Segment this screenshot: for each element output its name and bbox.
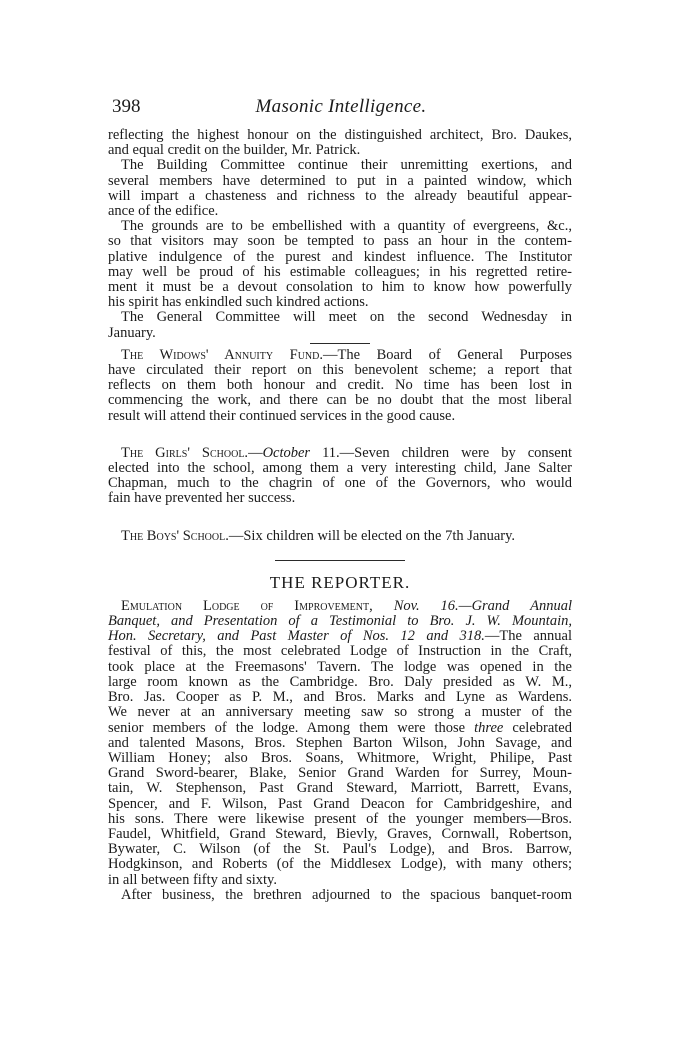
- text-line: Hon. Secretary, and Past Master of Nos. 12 and 318.—The annual: [108, 628, 572, 645]
- text-line: senior members of the lodge. Among them were those three celebrated: [108, 719, 572, 736]
- text-line: will impart a chasteness and richness to the already beautiful appear-: [108, 187, 572, 204]
- section-heading: The Widows' Annuity Fund.: [121, 346, 323, 363]
- text-line: After business, the brethren adjourned to the spacious banquet-room: [121, 886, 572, 903]
- paragraph-architect: [108, 128, 572, 158]
- text-line: The grounds are to be embellished with a quantity of evergreens, &c.,: [121, 218, 572, 235]
- text-line: tain, W. Stephenson, Past Grand Steward, Marriott, Barrett, Evans,: [108, 780, 572, 797]
- section-heading: The Girls' School.: [121, 444, 249, 461]
- text-line: result will attend their continued services in the good cause.: [108, 407, 456, 424]
- running-head: Masonic Intelligence.: [255, 96, 427, 117]
- paragraph-girls-school: [108, 446, 572, 507]
- text-line: elected into the school, among them a very interesting child, Jane Salter: [108, 460, 572, 477]
- text-line: William Honey; also Bros. Soans, Whitmore, Wright, Philipe, Past: [108, 749, 572, 766]
- section-title: THE REPORTER.: [269, 572, 411, 592]
- paragraph-banquet: [108, 888, 572, 903]
- text-line: and equal credit on the builder, Mr. Patrick.: [108, 142, 361, 159]
- text-line: took place at the Freemasons' Tavern. The lodge was opened in the: [108, 658, 572, 675]
- page-body: [108, 128, 572, 903]
- lodge-name: Emulation Lodge of Improvement,: [121, 597, 373, 614]
- text-line: Chapman, much to the chagrin of one of the Governors, who would: [108, 475, 572, 492]
- section-divider: [310, 343, 370, 344]
- text-line: Bywater, C. Wilson (of the St. Paul's Lodge), and Bros. Barrow,: [108, 841, 572, 858]
- text-line: Spencer, and F. Wilson, Past Grand Deacon for Cambridgeshire, and: [108, 795, 572, 812]
- section-heading: The Boys' School.: [121, 527, 229, 544]
- text-line: fain have prevented her success.: [108, 490, 296, 507]
- text-line: January.: [108, 324, 156, 341]
- text-line: ment it must be a devout consolation to him to know how powerfully: [108, 279, 572, 296]
- section-divider: [275, 560, 405, 561]
- page-header: [112, 96, 570, 120]
- paragraph-boys-school: [108, 529, 572, 544]
- text-line: festival of this, the most celebrated Lodge of Instruction in the Craft,: [108, 643, 572, 660]
- text-line: The Widows' Annuity Fund.—The Board of General Purposes: [121, 346, 572, 363]
- text-line: Hodgkinson, and Roberts (of the Middlesex Lodge), with many others;: [108, 856, 572, 873]
- text-line: The General Committee will meet on the second Wednesday in: [121, 309, 572, 326]
- page-number: 398: [112, 96, 141, 117]
- paragraph-widows-fund: [108, 348, 572, 424]
- text-line: The Boys' School.—Six children will be elected on the 7th January.: [121, 527, 516, 544]
- text-line: in all between fifty and sixty.: [108, 871, 277, 888]
- text-line: Banquet, and Presentation of a Testimonial to Bro. J. W. Mountain,: [108, 613, 572, 630]
- text-line: reflects on them both honour and credit. No time has been lost in: [108, 377, 572, 394]
- text-line: Bro. Jas. Cooper as P. M., and Bros. Marks and Lyne as Wardens.: [108, 689, 572, 706]
- paragraph-building-committee: [108, 158, 572, 219]
- text-line: Faudel, Whitfield, Grand Steward, Bievly, Graves, Cornwall, Robertson,: [108, 825, 572, 842]
- text-line: The Building Committee continue their unremitting exertions, and: [121, 157, 572, 174]
- text-line: plative indulgence of the purest and kindest influence. The Institutor: [108, 248, 572, 265]
- text-line: Grand Sword-bearer, Blake, Senior Grand Warden for Surrey, Moun-: [108, 765, 572, 782]
- text-line: ance of the edifice.: [108, 203, 219, 220]
- paragraph-emulation-lodge: [108, 599, 572, 888]
- text-line: and talented Masons, Bros. Stephen Barton Wilson, John Savage, and: [108, 734, 572, 751]
- text-line: have circulated their report on this benevolent scheme; a report that: [108, 362, 572, 379]
- paragraph-general-committee: [108, 310, 572, 340]
- text-line: commencing the work, and there can be no doubt that the most liberal: [108, 392, 572, 409]
- text-line: reflecting the highest honour on the distinguished architect, Bro. Daukes,: [108, 127, 572, 143]
- text-line: several members have determined to put in a painted window, which: [108, 172, 572, 189]
- text-line: so that visitors may soon be tempted to pass an hour in the contem-: [108, 233, 572, 250]
- paragraph-grounds: [108, 219, 572, 310]
- text-line: his sons. There were likewise present of the younger members—Bros.: [108, 810, 572, 827]
- text-line: Emulation Lodge of Improvement, Nov. 16.—Grand Annual: [121, 597, 572, 614]
- text-line: may well be proud of his estimable colleagues; in his regretted retire-: [108, 263, 572, 280]
- text-line: We never at an anniversary meeting saw so strong a muster of the: [108, 704, 572, 721]
- text-line: The Girls' School.—October 11.—Seven children were by consent: [121, 444, 573, 461]
- text-line: large room known as the Cambridge. Bro. Daly presided as W. M.,: [108, 673, 572, 690]
- text-line: his spirit has enkindled such kindred actions.: [108, 294, 369, 311]
